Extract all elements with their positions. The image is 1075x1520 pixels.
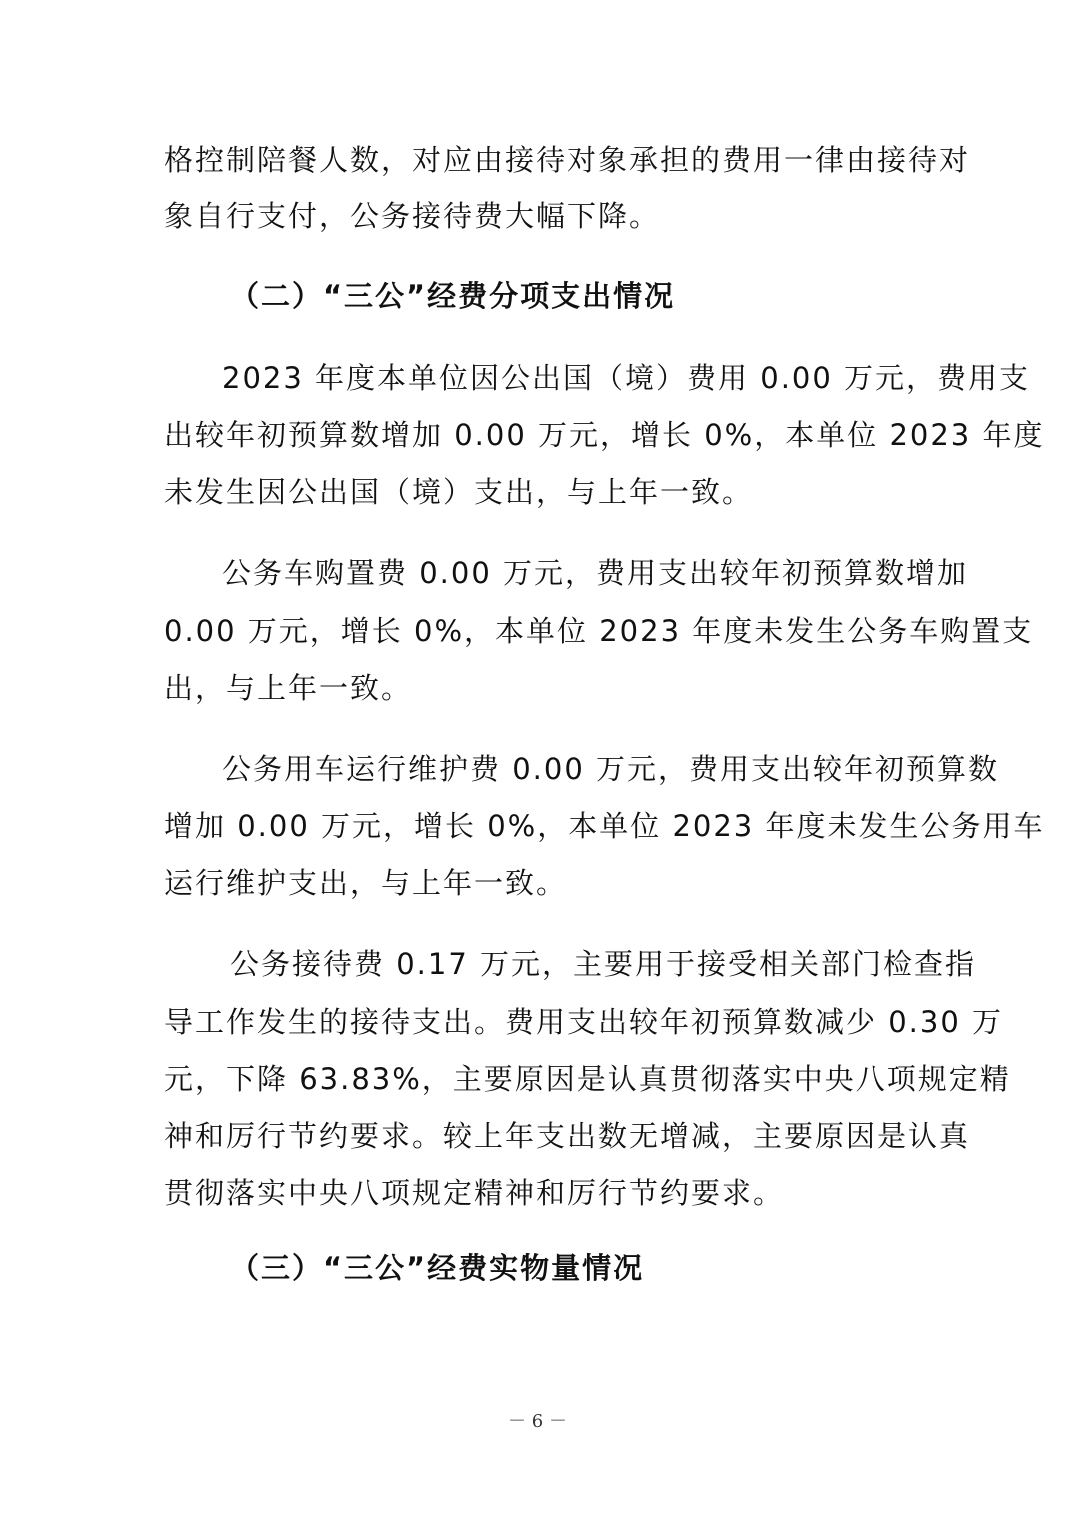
paragraph-line: 0.00 万元，增长 0%，本单位 2023 年度未发生公务车购置支 (164, 614, 1034, 648)
paragraph-line: 增加 0.00 万元，增长 0%，本单位 2023 年度未发生公务用车 (164, 809, 1045, 843)
paragraph-line: 贯彻落实中央八项规定精神和厉行节约要求。 (164, 1176, 785, 1210)
paragraph-line: 象自行支付，公务接待费大幅下降。 (164, 199, 661, 233)
paragraph-line: 未发生因公出国（境）支出，与上年一致。 (164, 475, 754, 509)
page-number: － 6 － (508, 1411, 567, 1432)
paragraph-line: 出，与上年一致。 (164, 671, 413, 705)
paragraph-line: 公务接待费 0.17 万元，主要用于接受相关部门检查指 (230, 947, 977, 981)
paragraph-line: 格控制陪餐人数，对应由接待对象承担的费用一律由接待对 (164, 143, 971, 177)
paragraph-line: 神和厉行节约要求。较上年支出数无增减，主要原因是认真 (164, 1119, 971, 1153)
section-heading: （三）“三公”经费实物量情况 (230, 1251, 645, 1285)
paragraph-line: 2023 年度本单位因公出国（境）费用 0.00 万元，费用支 (222, 361, 1031, 395)
paragraph-line: 公务车购置费 0.00 万元，费用支出较年初预算数增加 (222, 556, 969, 590)
paragraph-line: 导工作发生的接待支出。费用支出较年初预算数减少 0.30 万 (164, 1005, 1004, 1039)
paragraph-line: 出较年初预算数增加 0.00 万元，增长 0%，本单位 2023 年度 (164, 418, 1045, 452)
paragraph-line: 公务用车运行维护费 0.00 万元，费用支出较年初预算数 (222, 752, 1000, 786)
paragraph-line: 元，下降 63.83%，主要原因是认真贯彻落实中央八项规定精 (164, 1062, 1011, 1096)
section-heading: （二）“三公”经费分项支出情况 (230, 279, 676, 313)
paragraph-line: 运行维护支出，与上年一致。 (164, 866, 568, 900)
